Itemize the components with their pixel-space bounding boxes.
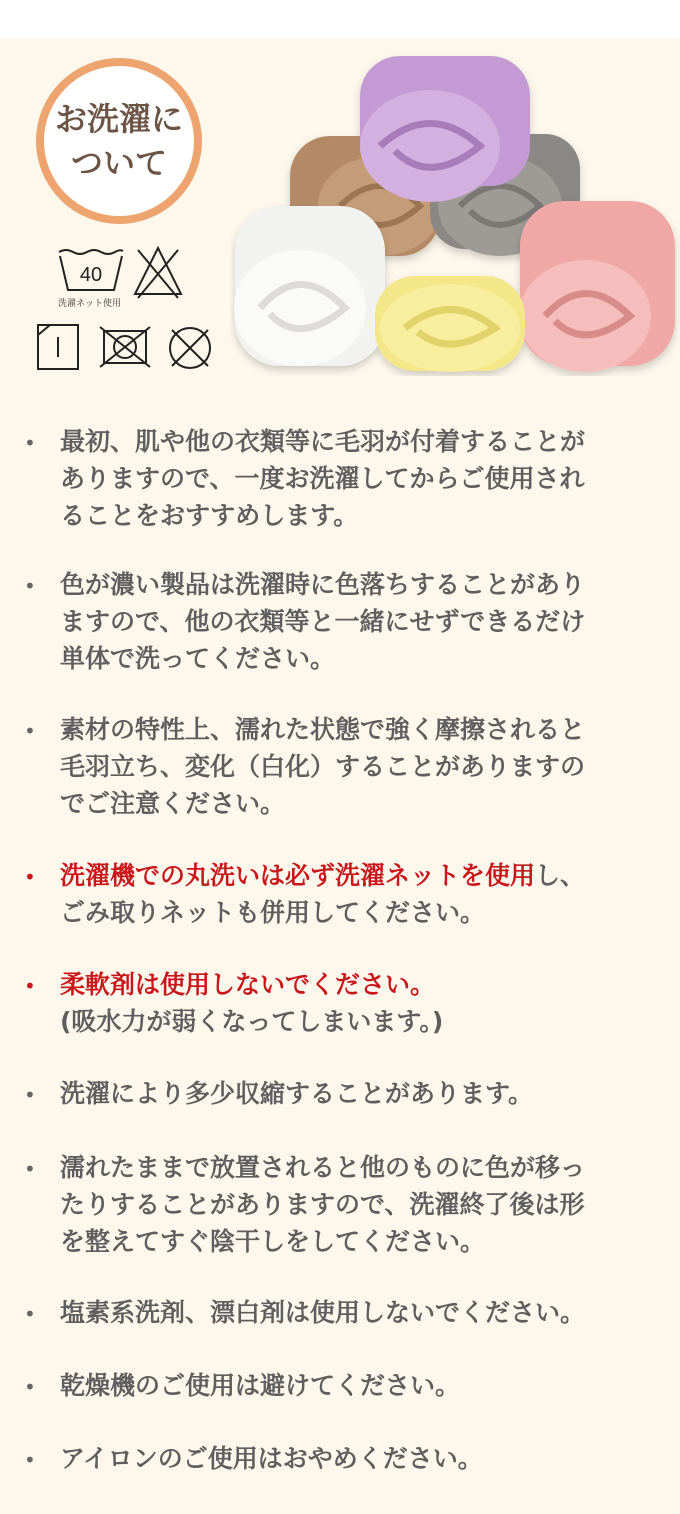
badge-line-1: お洗濯に [54, 100, 183, 138]
warning-highlight: 洗濯機での丸洗いは必ず洗濯ネットを使用 [60, 861, 536, 890]
badge-line-2: ついて [70, 144, 167, 182]
section-badge [36, 58, 202, 224]
warning-highlight: 柔軟剤は使用しないでください。 [60, 970, 436, 999]
wash-40-tub-icon [56, 246, 126, 296]
net-caption: 洗濯ネット使用 [58, 299, 122, 309]
no-bleach-icon [132, 244, 184, 300]
line-dry-icon [36, 323, 80, 371]
no-tumble-dry-icon [98, 325, 152, 369]
stacked-rolled-towels-image [230, 46, 680, 376]
no-dry-clean-icon [166, 324, 214, 372]
wash-temp-label: 40 [79, 264, 103, 286]
